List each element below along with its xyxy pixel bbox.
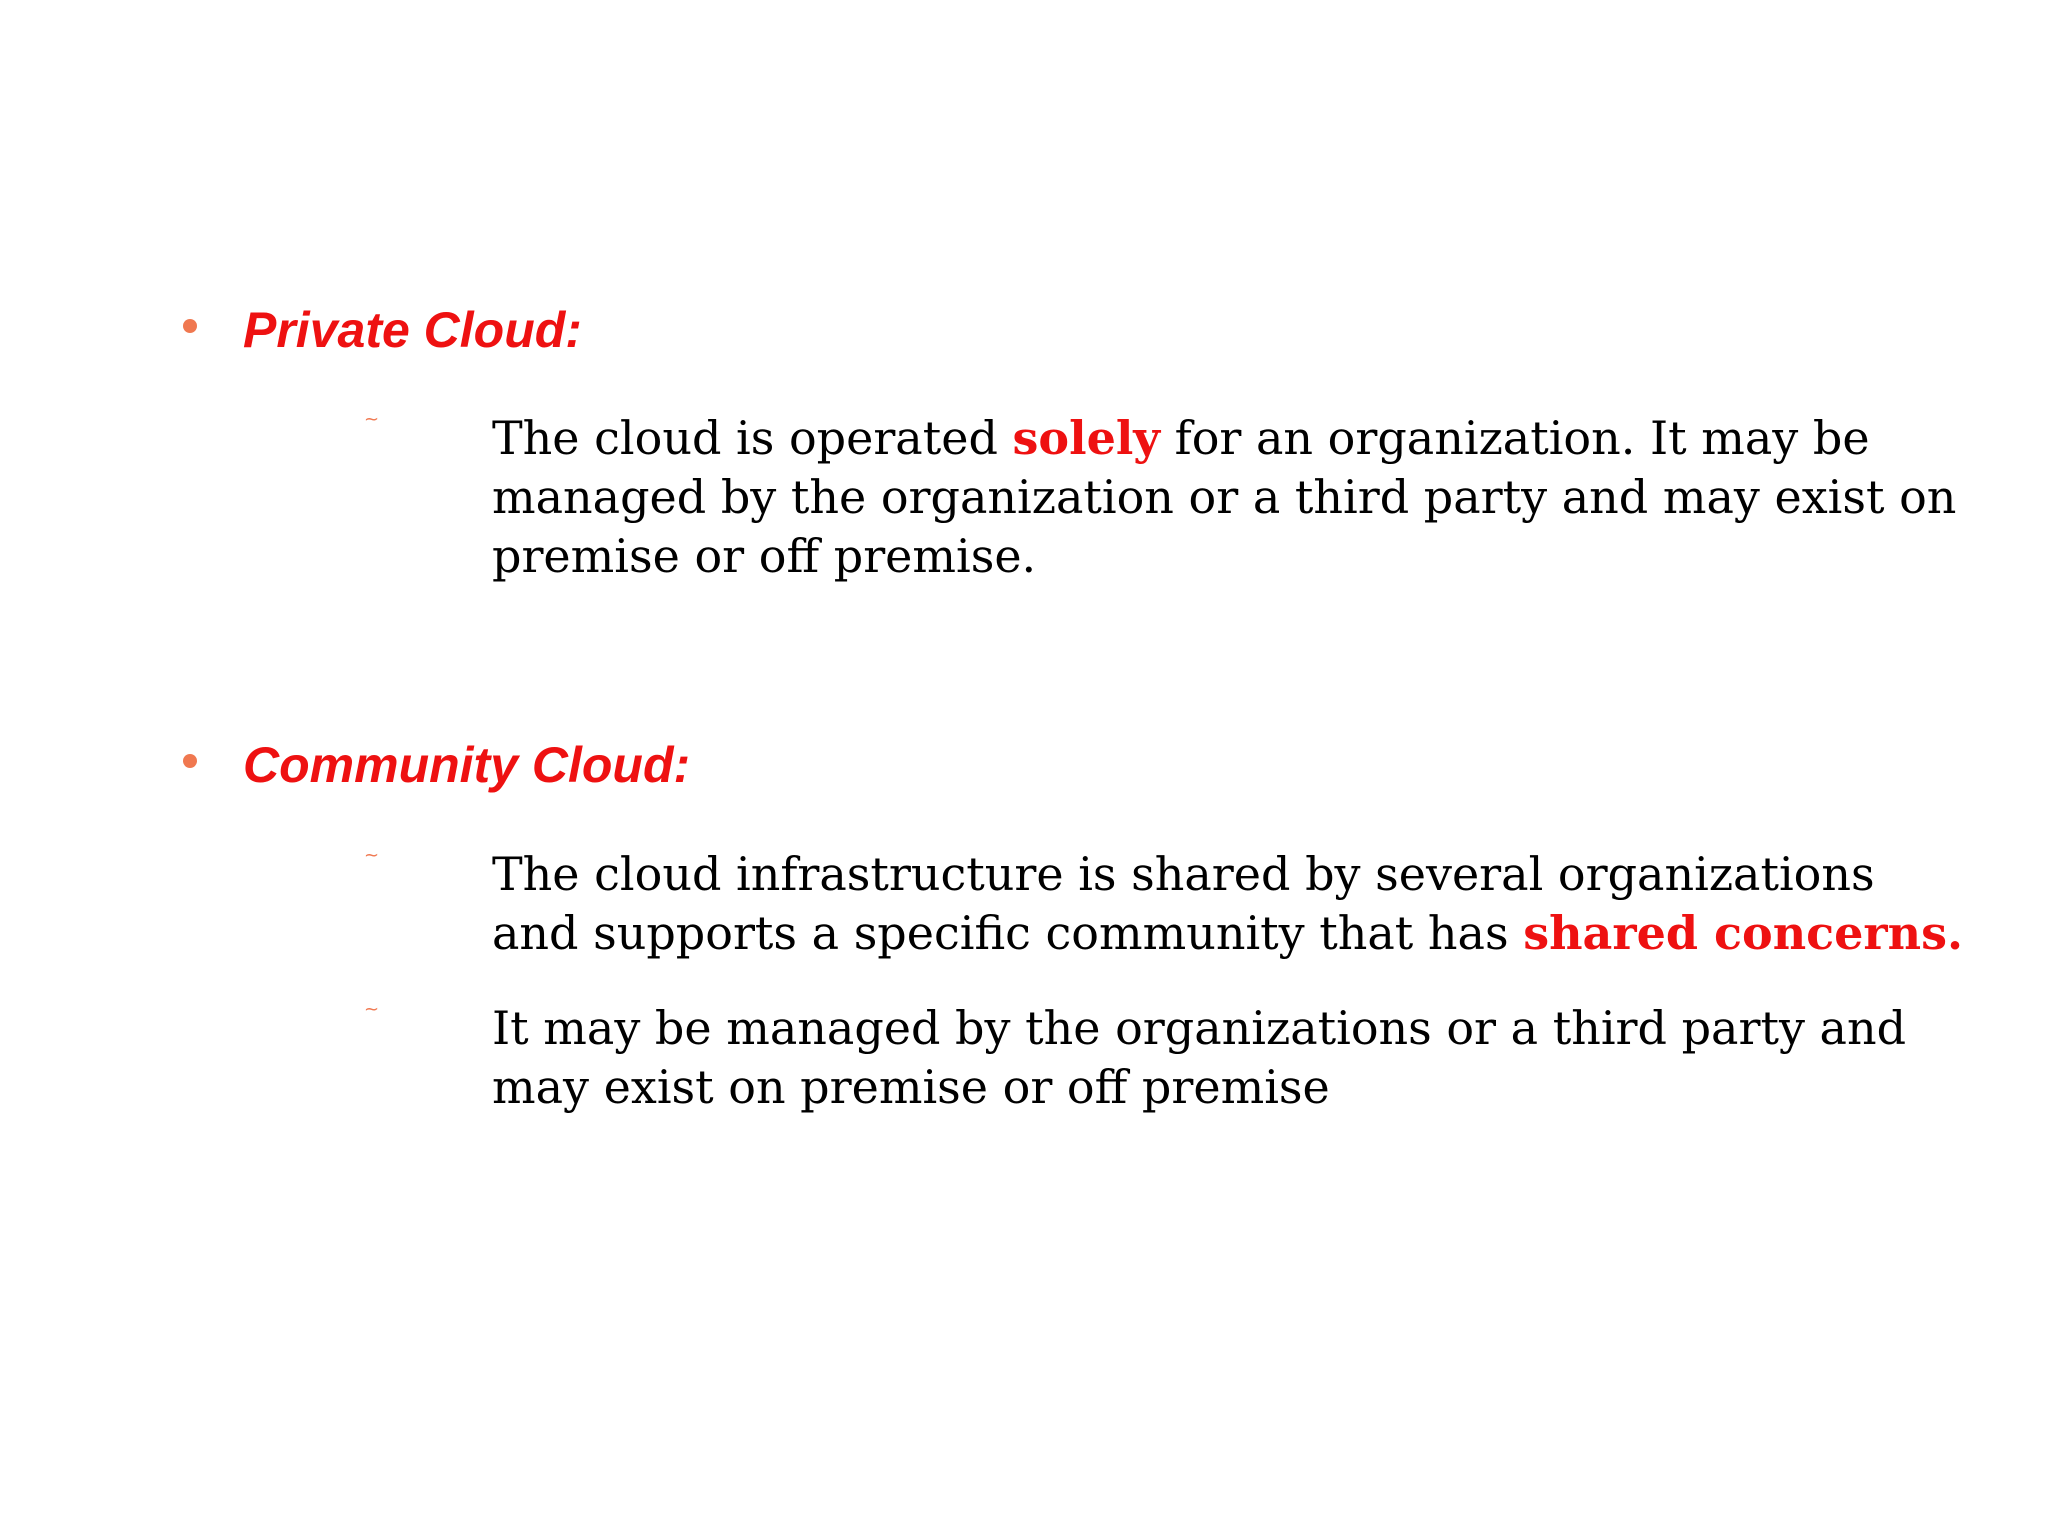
- highlight-text: solely: [1012, 411, 1161, 465]
- section-heading: Community Cloud:: [243, 737, 691, 793]
- text-before: The cloud is operated: [492, 411, 1013, 465]
- item-text: [492, 845, 1972, 963]
- bullet-dot-icon: [183, 754, 197, 768]
- sub-bullet-marker: ~: [364, 999, 380, 1020]
- sub-bullet-marker: ~: [364, 409, 380, 430]
- item-text: [492, 999, 1972, 1117]
- text-before: The cloud infrastructure is shared by several organizations and supports a specific community that has: [492, 847, 1875, 960]
- section-heading: Private Cloud:: [243, 302, 582, 358]
- bullet-dot-icon: [183, 319, 197, 333]
- item-text: [492, 409, 1972, 586]
- sub-bullet-marker: ~: [364, 845, 380, 866]
- highlight-text: shared concerns.: [1523, 906, 1964, 960]
- text-after: for an organization. It may be managed by the organization or a third party and may exist on premise or off premise.: [492, 411, 1957, 583]
- text-before: It may be managed by the organizations or a third party and may exist on premise or off premise: [492, 1001, 1907, 1114]
